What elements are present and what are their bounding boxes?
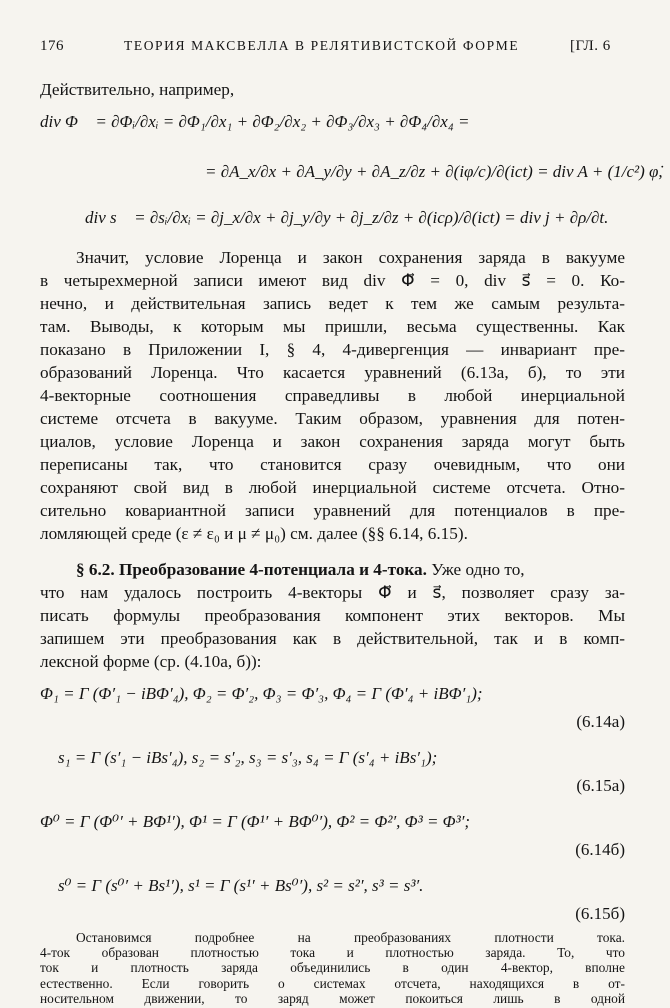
equation-label: (6.15а) [576, 776, 625, 795]
equation-label: (6.14а) [576, 712, 625, 731]
equation-label: (6.14б) [575, 840, 625, 859]
paragraph-line: образований Лоренца. Что касается уравнений (6.13а, б), то эти [40, 363, 625, 382]
equation-6-14a: Φ₁ = Γ (Φ′₁ − iBΦ′₄), Φ₂ = Φ′₂, Φ₃ = Φ′₃, Φ₄ = Γ (Φ′₄ + iBΦ′₁); [40, 684, 483, 703]
paragraph-line: переписаны так, что становится сразу очевидным, что они [40, 455, 625, 474]
intro-text: Действительно, например, [40, 80, 235, 99]
paragraph-line: показано в Приложении I, § 4, 4-дивергенция — инвариант пре- [40, 340, 625, 359]
paragraph-line: ток и плотность заряда объединились в один 4-вектор, вполне [40, 960, 625, 976]
paragraph-line: сительно ковариантной записи уравнений для потенциалов в пре- [40, 501, 625, 520]
equation-div-s: div s⃗ = ∂sᵢ/∂xᵢ = ∂j_x/∂x + ∂j_y/∂y + ∂j_z/∂z + ∂(icρ)/∂(ict) = div j + ∂ρ/∂t. [85, 208, 609, 227]
section-first-line [40, 560, 625, 580]
equation-div-phi-1: div Φ⃗ = ∂Φᵢ/∂xᵢ = ∂Φ₁/∂x₁ + ∂Φ₂/∂x₂ + ∂Φ₃/∂x₃ + ∂Φ₄/∂x₄ = [40, 112, 470, 131]
paragraph-line: системе отсчета в вакууме. Таким образом, уравнения для потен- [40, 409, 625, 428]
section-line: Уже одно то, [426, 560, 525, 579]
section-heading: § 6.2. Преобразование 4-потенциала и 4-тока. [76, 560, 427, 579]
paragraph-line: Остановимся подробнее на преобразованиях плотности тока. [76, 930, 625, 945]
paragraph-line: сохраняют свой вид в любой инерциальной системе отсчета. Отно- [40, 478, 625, 497]
section-line: запишем эти преобразования как в действительной, так и в комп- [40, 629, 625, 648]
section-line: лексной форме (ср. (4.10а, б)): [40, 652, 262, 671]
equation-6-15b: s⁰ = Γ (s⁰′ + Bs¹′), s¹ = Γ (s¹′ + Bs⁰′), s² = s²′, s³ = s³′. [58, 876, 424, 895]
paragraph-line: циалов, условие Лоренца и закон сохранения заряда могут быть [40, 432, 625, 451]
section-line: писать формулы преобразования компонент этих векторов. Мы [40, 606, 625, 625]
equation-div-phi-2: = ∂A_x/∂x + ∂A_y/∂y + ∂A_z/∂z + ∂(iφ/c)/∂(ict) = div A + (1/c²) φ̇, [205, 162, 663, 181]
section-line: что нам удалось построить 4-векторы Φ⃗ и s⃗, позволяет сразу за- [40, 583, 625, 602]
paragraph-line: там. Выводы, к которым мы пришли, весьма существенны. Как [40, 317, 625, 336]
paragraph-line: ломляющей среде (ε ≠ ε₀ и μ ≠ μ₀) см. далее (§§ 6.14, 6.15). [40, 524, 468, 543]
equation-6-14b: Φ⁰ = Γ (Φ⁰′ + BΦ¹′), Φ¹ = Γ (Φ¹′ + BΦ⁰′), Φ² = Φ²′, Φ³ = Φ³′; [40, 812, 471, 831]
paragraph-line: носительном движении, то заряд может покоиться лишь в одной [40, 990, 625, 1006]
paragraph-line: в четырехмерной записи имеют вид div Φ⃗ = 0, div s⃗ = 0. Ко- [40, 271, 625, 290]
equation-label: (6.15б) [575, 904, 625, 923]
paragraph-line: нечно, и действительная запись ведет к тем же самым результа- [40, 294, 625, 313]
equation-6-15a: s₁ = Γ (s′₁ − iBs′₄), s₂ = s′₂, s₃ = s′₃, s₄ = Γ (s′₄ + iBs′₁); [58, 748, 438, 767]
paragraph-line: естественно. Если говорить о системах отсчета, находящихся в от- [40, 975, 625, 991]
running-title: ТЕОРИЯ МАКСВЕЛЛА В РЕЛЯТИВИСТСКОЙ ФОРМЕ [124, 38, 520, 53]
paragraph-line: 4-векторные соотношения справедливы в любой инерциальной [40, 386, 625, 405]
page-number: 176 [40, 38, 64, 54]
paragraph-line: 4-ток образован плотностью тока и плотностью заряда. То, что [40, 945, 625, 961]
chapter-marker: [ГЛ. 6 [570, 38, 611, 54]
paragraph-line: Значит, условие Лоренца и закон сохранения заряда в вакууме [76, 248, 625, 267]
